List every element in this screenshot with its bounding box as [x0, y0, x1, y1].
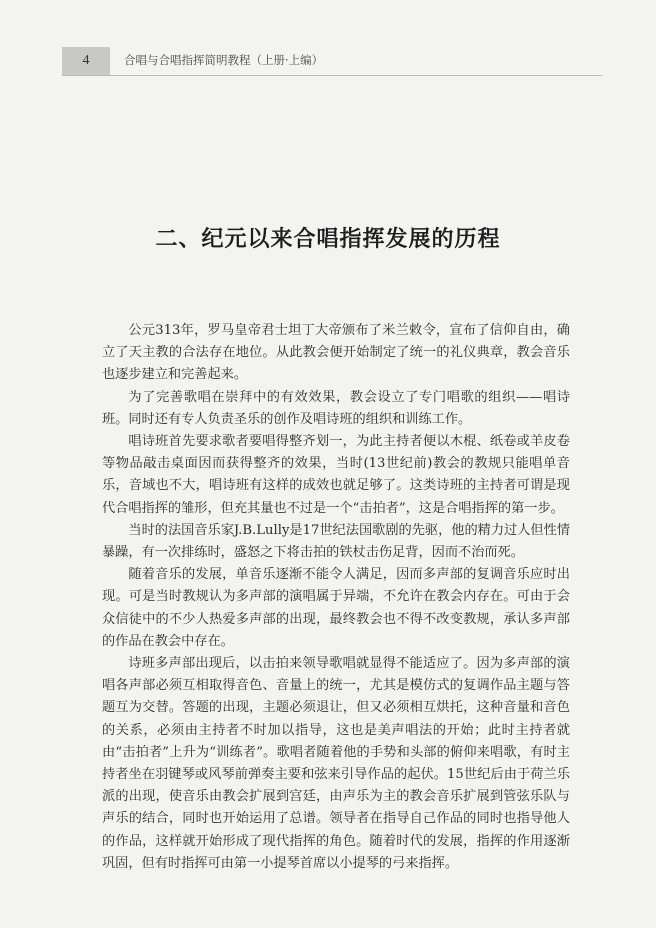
page-number: 4 [62, 47, 110, 75]
paragraph-4: 当时的法国音乐家J.B.Lully是17世纪法国歌剧的先驱，他的精力过人但性情暴躁，有一次排练时，盛怒之下将击拍的铁杖击伤足背，因而不治而死。 [102, 522, 570, 561]
paragraph-2: 为了完善歌唱在崇拜中的有效效果，教会设立了专门唱歌的组织——唱诗班。同时还有专人负责圣乐的创作及唱诗班的组织和训练工作。 [102, 389, 570, 427]
section-title: 二、纪元以来合唱指挥发展的历程 [155, 227, 501, 252]
paragraph-3: 唱诗班首先要求歌者要唱得整齐划一，为此主持者便以木棍、纸卷或羊皮卷等物品敲击桌面因而获得整齐的效果，当时(13世纪前)教会的教规只能唱单音乐，音域也不大，唱诗班有这样的成效也就足够了。这类诗班的主持者可谓是现代合唱指挥的雏形，但充其量也不过是一个“击拍者”，这是合唱指挥的第一步。 [102, 434, 570, 516]
running-title: 合唱与合唱指挥简明教程（上册·上编） [124, 53, 324, 67]
paragraph-1: 公元313年，罗马皇帝君士坦丁大帝颁布了米兰敕令，宣布了信仰自由，确立了天主教的合法存在地位。从此教会便开始制定了统一的礼仪典章，教会音乐也逐步建立和完善起来。 [102, 323, 570, 383]
paragraph-6: 诗班多声部出现后，以击拍来领导歌唱就显得不能适应了。因为多声部的演唱各声部必须互相取得音色、音量上的统一，尤其是模仿式的复调作品主题与答题互为交替。答题的出现，主题必须退让，但又必须相互烘托，这种音量和音色的关系，必须由主持者不时加以指导，这也是美声唱法的开始；此时主持者就由“击拍者”上升为“训练者”。歌唱者随着他的手势和头部的俯仰来唱歌，有时主持者坐在羽键琴或风琴前弹奏主要和弦来引导作品的起伏。15世纪后由于荷兰乐派的出现，使音乐由教会扩展到宫廷，由声乐为主的教会音乐扩展到管弦乐队与声乐的结合，同时也开始运用了总谱。领导者在指导自己作品的同时也指导他人的作品，这样就开始形成了现代指挥的角色。随着时代的发展，指挥的作用逐渐巩固，但有时指挥可由第一小提琴首席以小提琴的弓来指挥。 [102, 656, 570, 871]
page-header [62, 47, 602, 76]
body-text [102, 320, 570, 875]
paragraph-5: 随着音乐的发展，单音乐逐渐不能令人满足，因而多声部的复调音乐应时出现。可是当时教规认为多声部的演唱属于异端，不允许在教会内存在。可由于会众信徒中的不少人热爱多声部的出现，最终教会也不得不改变教规，承认多声部的作品在教会中存在。 [102, 567, 570, 649]
